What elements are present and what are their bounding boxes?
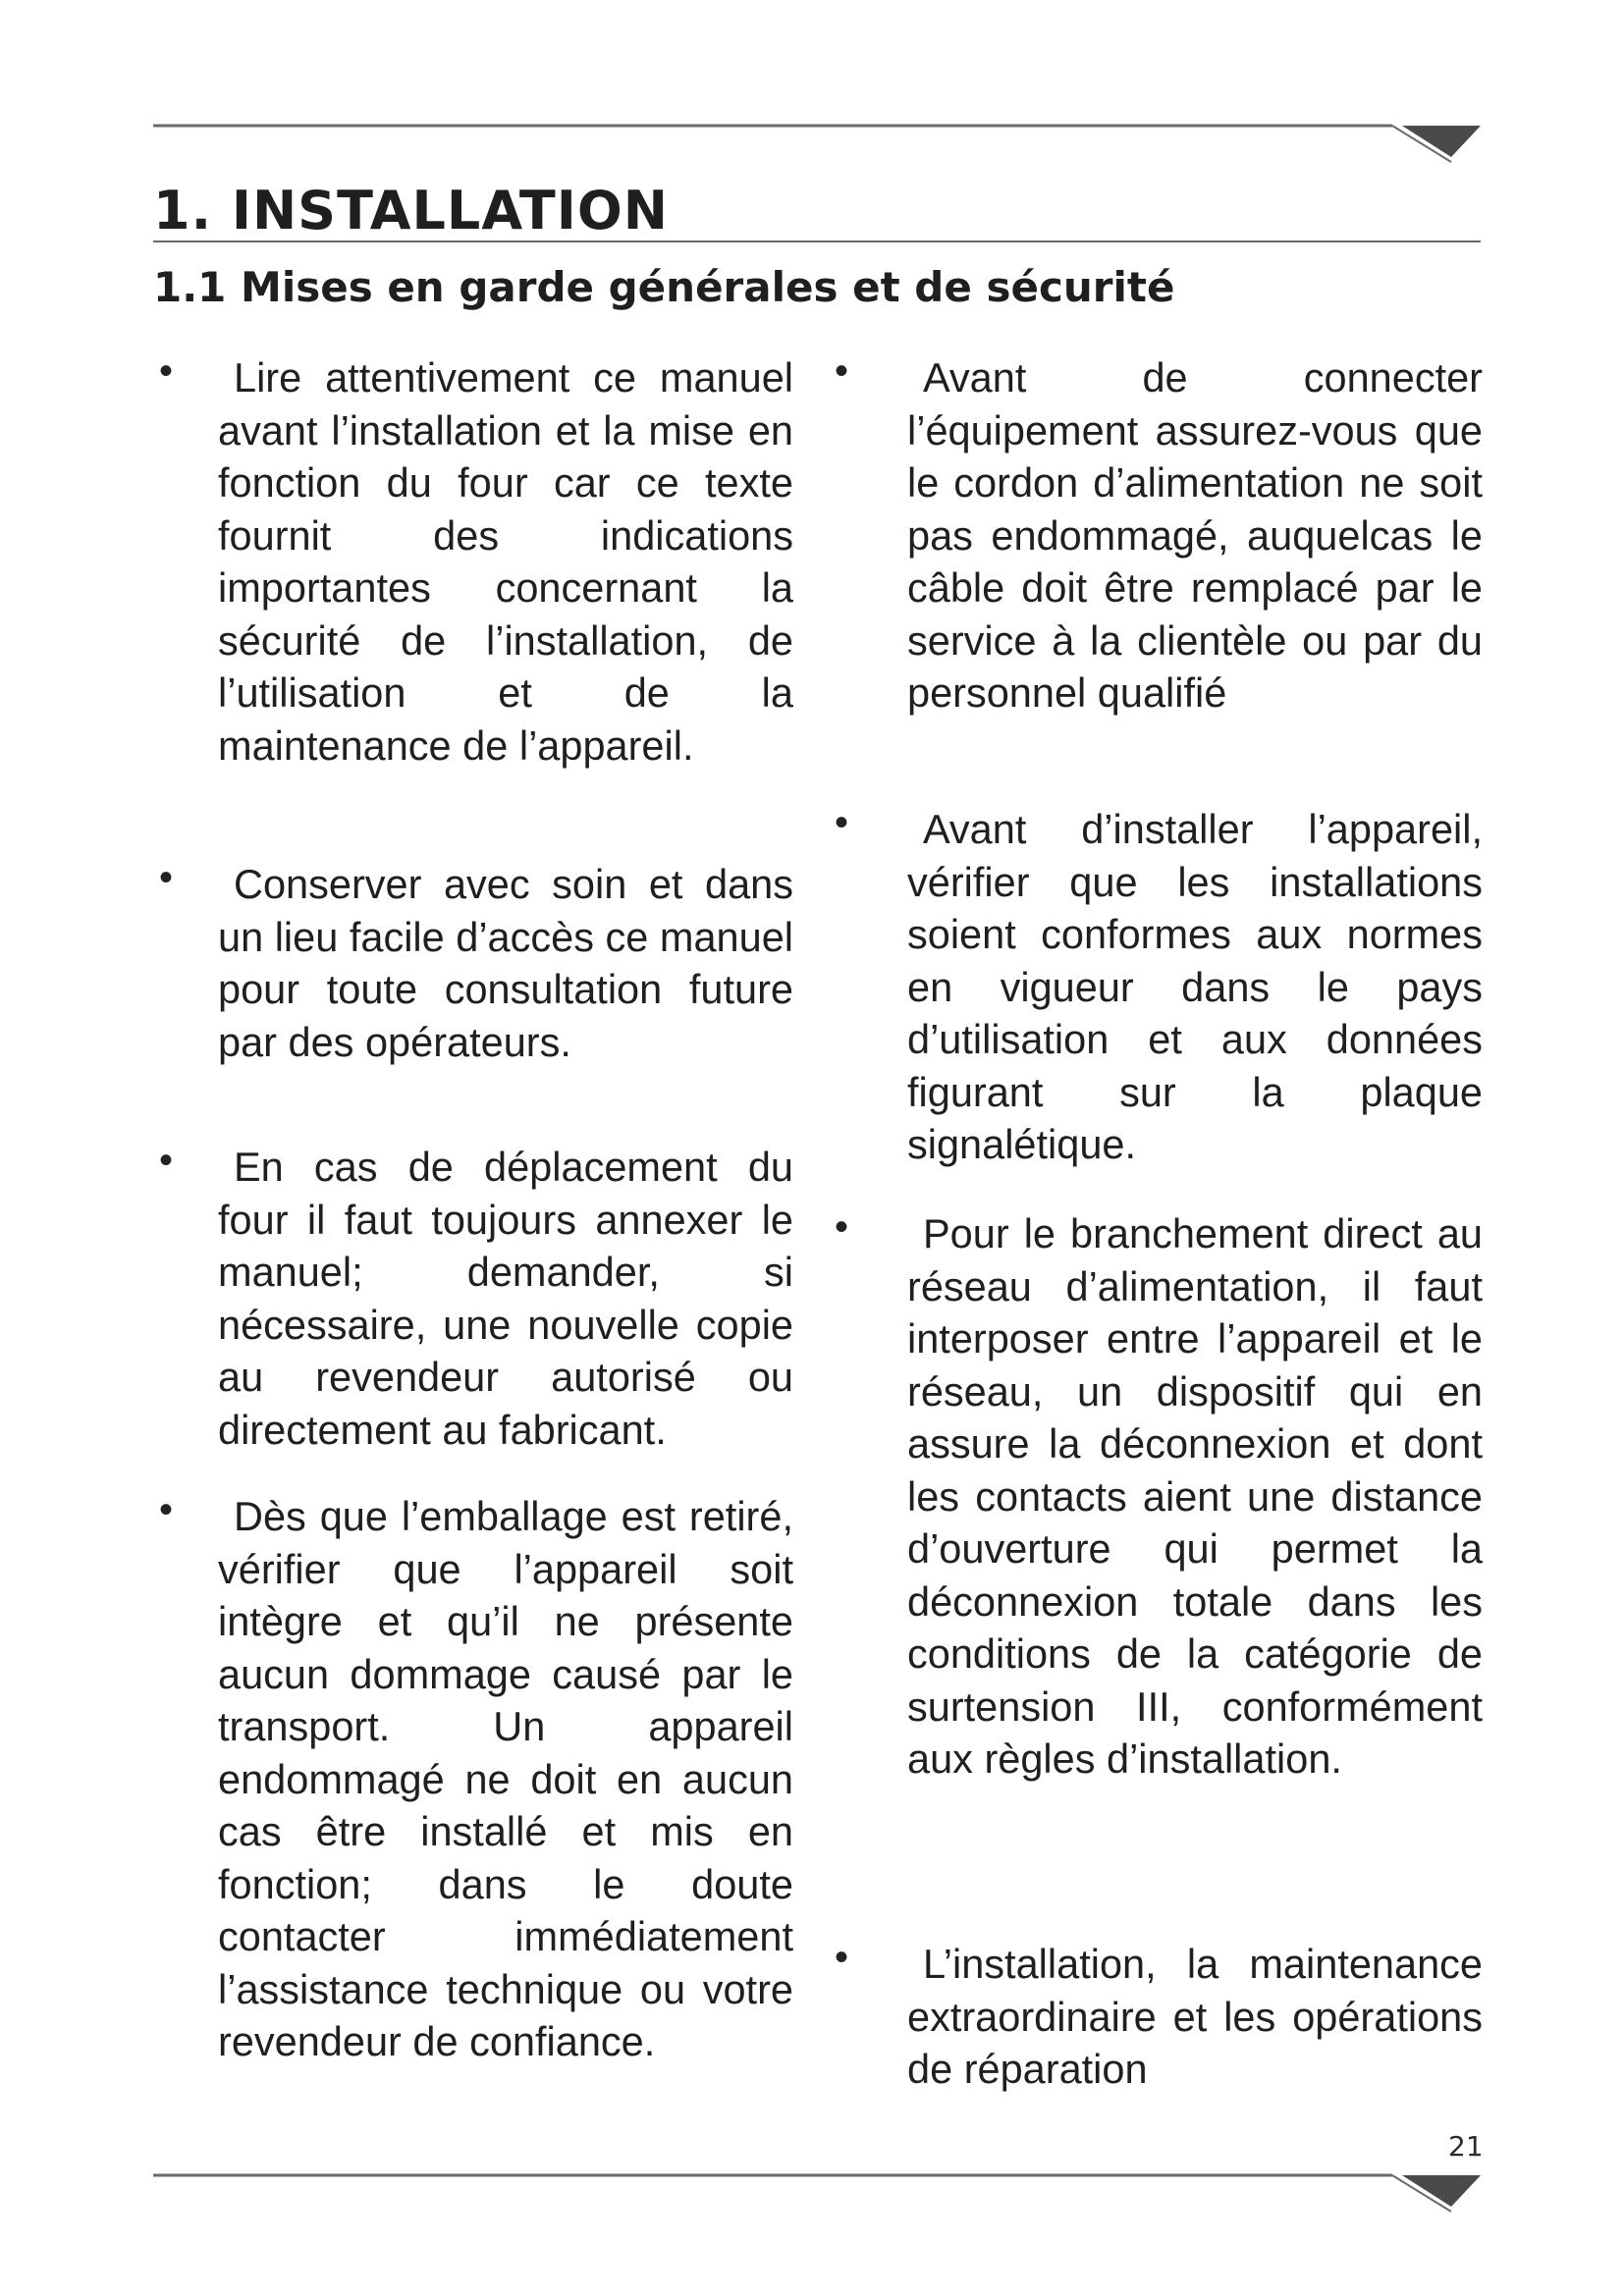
list-item — [147, 1490, 811, 2068]
triangle-down-icon — [1402, 2175, 1481, 2207]
list-item — [147, 351, 811, 772]
bullet-marker: • — [159, 349, 174, 393]
list-item — [835, 803, 1522, 1171]
list-item-text: Lire attentivement ce manuel avant l’installation et la mise en fonction du four car ce texte fournit des indications importantes concernant la sécurité de l’installation, de l’utilisation et de la maintenance de l’appareil. — [218, 354, 793, 769]
list-item — [147, 858, 811, 1068]
list-item-text: En cas de déplacement du four il faut toujours annexer le manuel; demander, si nécessaire, une nouvelle copie au revendeur autorisé ou directement au fabricant. — [218, 1144, 793, 1453]
page-number: 21 — [1448, 2130, 1484, 2163]
title-underline — [0, 0, 1624, 255]
bullet-marker: • — [835, 1205, 849, 1249]
list-item-text: L’installation, la maintenance extraordinaire et les opérations de réparation — [907, 1941, 1483, 2092]
list-item — [835, 351, 1522, 720]
list-item — [147, 1141, 811, 1456]
bullet-marker: • — [159, 856, 174, 899]
list-item — [835, 1207, 1522, 1786]
bullet-marker: • — [159, 1139, 174, 1182]
page-title: 1. INSTALLATION — [153, 180, 669, 241]
bullet-marker: • — [835, 1936, 849, 1979]
list-item-text: Conserver avec soin et dans un lieu facile d’accès ce manuel pour toute consultation future par des opérateurs. — [218, 861, 793, 1065]
list-item-text: Avant d’installer l’appareil, vérifier que les installations soient conformes aux normes en vigueur dans le pays d’utilisation et aux données figurant sur la plaque signalétique. — [907, 806, 1483, 1167]
bullet-marker: • — [159, 1488, 174, 1531]
section-subtitle: 1.1 Mises en garde générales et de sécurité — [153, 263, 1175, 311]
bullet-marker: • — [835, 349, 849, 393]
list-item-text: Dès que l’emballage est retiré, vérifier que l’appareil soit intègre et qu’il ne présente aucun dommage causé par le transport. Un appareil endommagé ne doit en aucun cas être installé et mis en fonction; dans le doute contacter immédiatement l’assistance technique ou votre revendeur de confiance. — [218, 1493, 793, 2064]
list-item — [835, 1938, 1522, 2096]
list-item-text: Pour le branchement direct au réseau d’alimentation, il faut interposer entre l’appareil et le réseau, un dispositif qui en assure la déconnexion et dont les contacts aient une distance d’ouverture qui permet la déconnexion totale dans les conditions de la catégorie de surtension III, conformément aux règles d’installation. — [907, 1210, 1483, 1782]
bullet-marker: • — [835, 801, 849, 844]
list-item-text: Avant de connecter l’équipement assurez-vous que le cordon d’alimentation ne soit pas endommagé, auquelcas le câble doit être remplacé par le service à la clientèle ou par du personnel qualifié — [907, 354, 1483, 716]
